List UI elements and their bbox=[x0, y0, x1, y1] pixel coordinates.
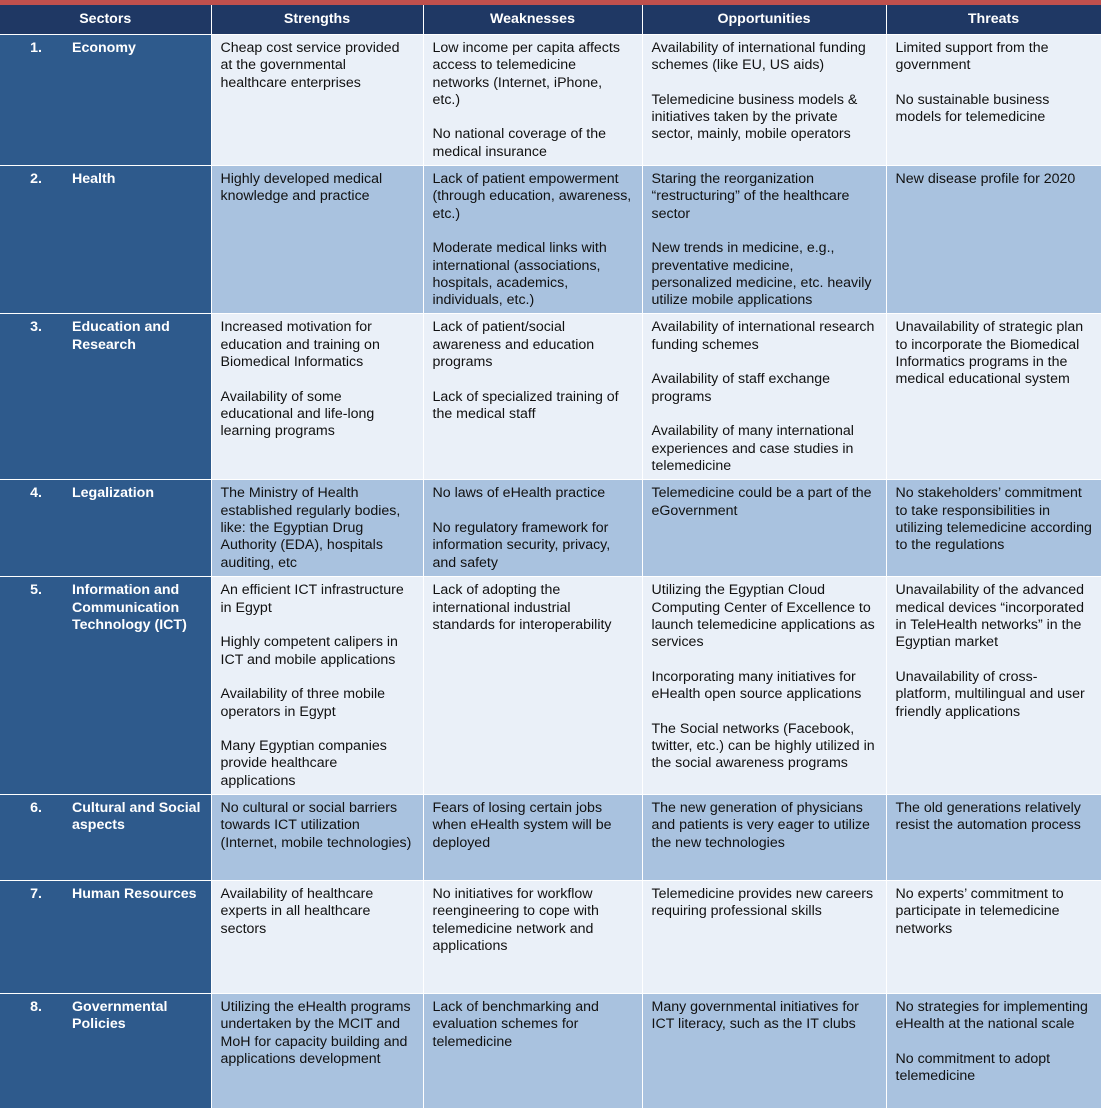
weaknesses-item: Moderate medical links with international (associations, hospitals, academics, individuals, etc.) bbox=[432, 240, 607, 309]
strengths-item: Availability of some educational and life-long learning programs bbox=[220, 388, 375, 440]
threats-item: Unavailability of the advanced medical devices “incorporated in TeleHealth networks” in the Egyptian market bbox=[895, 582, 1084, 651]
strengths-item: Utilizing the eHealth programs undertaken by the MCIT and MoH for capacity building and applications development bbox=[220, 999, 411, 1067]
weaknesses-item: Fears of losing certain jobs when eHealth system will be deployed bbox=[432, 800, 612, 851]
opportunities-item: The Social networks (Facebook, twitter, etc.) can be highly utilized in the social awareness programs bbox=[651, 720, 875, 772]
strengths-item: Highly developed medical knowledge and practice bbox=[220, 171, 383, 205]
strengths-item: Availability of healthcare experts in all healthcare sectors bbox=[220, 886, 374, 937]
sector-name: Information and Communication Technology (ICT) bbox=[72, 582, 187, 634]
opportunities-cell bbox=[642, 35, 886, 166]
opportunities-cell bbox=[642, 795, 886, 881]
threats-item: Unavailability of cross-platform, multilingual and user friendly applications bbox=[895, 668, 1085, 720]
opportunities-item: Telemedicine provides new careers requiring professional skills bbox=[651, 886, 874, 920]
column-header-opportunities: Opportunities bbox=[642, 5, 886, 35]
weaknesses-cell bbox=[423, 314, 642, 480]
opportunities-item: Telemedicine business models & initiatives taken by the private sector, mainly, mobile operators bbox=[651, 91, 858, 143]
weaknesses-item: Lack of specialized training of the medical staff bbox=[432, 388, 619, 422]
threats-item: No sustainable business models for telemedicine bbox=[895, 91, 1050, 126]
sector-cell bbox=[0, 35, 211, 166]
sector-number: 4. bbox=[30, 485, 42, 502]
weaknesses-cell bbox=[423, 577, 642, 795]
threats-item: No strategies for implementing eHealth at the national scale bbox=[895, 999, 1088, 1033]
table-header bbox=[0, 5, 1101, 35]
table-row bbox=[0, 166, 1101, 314]
strengths-cell bbox=[211, 480, 423, 577]
strengths-item: No cultural or social barriers towards ICT utilization (Internet, mobile technologies) bbox=[220, 800, 412, 851]
table-body bbox=[0, 35, 1101, 1109]
opportunities-item: Availability of international research funding schemes bbox=[651, 319, 875, 353]
strengths-item: An efficient ICT infrastructure in Egypt bbox=[220, 582, 404, 616]
swot-table bbox=[0, 5, 1101, 1109]
sector-number: 1. bbox=[30, 40, 42, 56]
opportunities-cell bbox=[642, 314, 886, 480]
strengths-item: Availability of three mobile operators in Egypt bbox=[220, 686, 386, 720]
sector-name: Education and Research bbox=[72, 319, 170, 353]
column-header-strengths: Strengths bbox=[211, 5, 423, 35]
strengths-item: The Ministry of Health established regularly bodies, like: the Egyptian Drug Authority (EDA), hospitals auditing, etc bbox=[220, 485, 401, 571]
opportunities-cell bbox=[642, 166, 886, 314]
weaknesses-item: No initiatives for workflow reengineering to cope with telemedicine network and applications bbox=[432, 886, 599, 954]
weaknesses-cell bbox=[423, 994, 642, 1109]
sector-cell bbox=[0, 314, 211, 480]
strengths-cell bbox=[211, 881, 423, 994]
opportunities-item: New trends in medicine, e.g., preventative medicine, personalized medicine, etc. heavily utilize mobile applications bbox=[651, 240, 872, 309]
weaknesses-item: No national coverage of the medical insurance bbox=[432, 126, 607, 160]
sector-cell bbox=[0, 994, 211, 1109]
opportunities-item: Incorporating many initiatives for eHealth open source applications bbox=[651, 668, 862, 703]
weaknesses-item: Lack of patient empowerment (through education, awareness, etc.) bbox=[432, 171, 632, 222]
weaknesses-cell bbox=[423, 480, 642, 577]
sector-cell bbox=[0, 480, 211, 577]
table-row bbox=[0, 795, 1101, 881]
threats-cell bbox=[886, 577, 1101, 795]
threats-cell bbox=[886, 314, 1101, 480]
weaknesses-item: Low income per capita affects access to telemedicine networks (Internet, iPhone, etc.) bbox=[432, 40, 620, 108]
opportunities-cell bbox=[642, 881, 886, 994]
strengths-item: Many Egyptian companies provide healthcare applications bbox=[220, 738, 387, 789]
weaknesses-cell bbox=[423, 166, 642, 314]
weaknesses-item: No laws of eHealth practice bbox=[432, 485, 606, 502]
sector-cell bbox=[0, 577, 211, 795]
opportunities-item: Utilizing the Egyptian Cloud Computing Center of Excellence to launch telemedicine applications as services bbox=[651, 582, 875, 651]
strengths-cell bbox=[211, 35, 423, 166]
strengths-item: Increased motivation for education and training on Biomedical Informatics bbox=[220, 319, 380, 371]
sector-number: 2. bbox=[30, 171, 42, 188]
opportunities-item: The new generation of physicians and patients is very eager to utilize the new technologies bbox=[651, 800, 870, 851]
strengths-cell bbox=[211, 795, 423, 881]
weaknesses-item: Lack of adopting the international industrial standards for interoperability bbox=[432, 582, 612, 634]
threats-item: Unavailability of strategic plan to incorporate the Biomedical Informatics programs in the medical educational system bbox=[895, 319, 1084, 388]
sector-name: Governmental Policies bbox=[72, 999, 168, 1033]
threats-cell bbox=[886, 480, 1101, 577]
opportunities-cell bbox=[642, 480, 886, 577]
strengths-cell bbox=[211, 166, 423, 314]
weaknesses-item: Lack of benchmarking and evaluation schemes for telemedicine bbox=[432, 999, 599, 1050]
table-row bbox=[0, 577, 1101, 795]
sector-name: Legalization bbox=[72, 485, 154, 502]
threats-cell bbox=[886, 994, 1101, 1109]
weaknesses-cell bbox=[423, 881, 642, 994]
sector-cell bbox=[0, 795, 211, 881]
strengths-item: Cheap cost service provided at the governmental healthcare enterprises bbox=[220, 40, 400, 91]
strengths-cell bbox=[211, 994, 423, 1109]
strengths-cell bbox=[211, 314, 423, 480]
sector-number: 8. bbox=[30, 999, 42, 1016]
threats-cell bbox=[886, 166, 1101, 314]
weaknesses-item: No regulatory framework for information security, privacy, and safety bbox=[432, 520, 611, 571]
table-row bbox=[0, 480, 1101, 577]
threats-cell bbox=[886, 881, 1101, 994]
threats-item: No commitment to adopt telemedicine bbox=[895, 1050, 1051, 1085]
sector-name: Health bbox=[72, 171, 116, 188]
sector-number: 5. bbox=[30, 582, 42, 599]
sector-cell bbox=[0, 881, 211, 994]
threats-cell bbox=[886, 795, 1101, 881]
threats-cell bbox=[886, 35, 1101, 166]
column-header-threats: Threats bbox=[886, 5, 1101, 35]
weaknesses-item: Lack of patient/social awareness and education programs bbox=[432, 319, 595, 371]
sector-cell bbox=[0, 166, 211, 314]
threats-item: The old generations relatively resist the automation process bbox=[895, 800, 1081, 834]
header-row bbox=[0, 5, 1101, 35]
sector-number: 7. bbox=[30, 886, 42, 903]
sector-name: Human Resources bbox=[72, 886, 197, 903]
column-header-weaknesses: Weaknesses bbox=[423, 5, 642, 35]
sector-number: 6. bbox=[30, 800, 42, 817]
opportunities-cell bbox=[642, 577, 886, 795]
threats-item: New disease profile for 2020 bbox=[895, 171, 1076, 188]
column-header-sectors: Sectors bbox=[0, 5, 211, 35]
opportunities-item: Staring the reorganization “restructuring” of the healthcare sector bbox=[651, 171, 850, 222]
sector-name: Economy bbox=[72, 40, 136, 56]
weaknesses-cell bbox=[423, 35, 642, 166]
sector-name: Cultural and Social aspects bbox=[72, 800, 201, 834]
table-row bbox=[0, 881, 1101, 994]
opportunities-cell bbox=[642, 994, 886, 1109]
threats-item: No experts’ commitment to participate in telemedicine networks bbox=[895, 886, 1064, 937]
opportunities-item: Availability of many international experiences and case studies in telemedicine bbox=[651, 423, 854, 474]
threats-item: Limited support from the government bbox=[895, 40, 1049, 74]
threats-item: No stakeholders’ commitment to take responsibilities in utilizing telemedicine according to the regulations bbox=[895, 485, 1092, 554]
weaknesses-cell bbox=[423, 795, 642, 881]
table-row bbox=[0, 314, 1101, 480]
sector-number: 3. bbox=[30, 319, 42, 336]
table-row bbox=[0, 35, 1101, 166]
opportunities-item: Telemedicine could be a part of the eGovernment bbox=[651, 485, 872, 519]
strengths-cell bbox=[211, 577, 423, 795]
opportunities-item: Availability of international funding schemes (like EU, US aids) bbox=[651, 40, 866, 74]
table-row bbox=[0, 994, 1101, 1109]
strengths-item: Highly competent calipers in ICT and mobile applications bbox=[220, 634, 398, 668]
opportunities-item: Availability of staff exchange programs bbox=[651, 371, 831, 405]
opportunities-item: Many governmental initiatives for ICT literacy, such as the IT clubs bbox=[651, 999, 859, 1033]
